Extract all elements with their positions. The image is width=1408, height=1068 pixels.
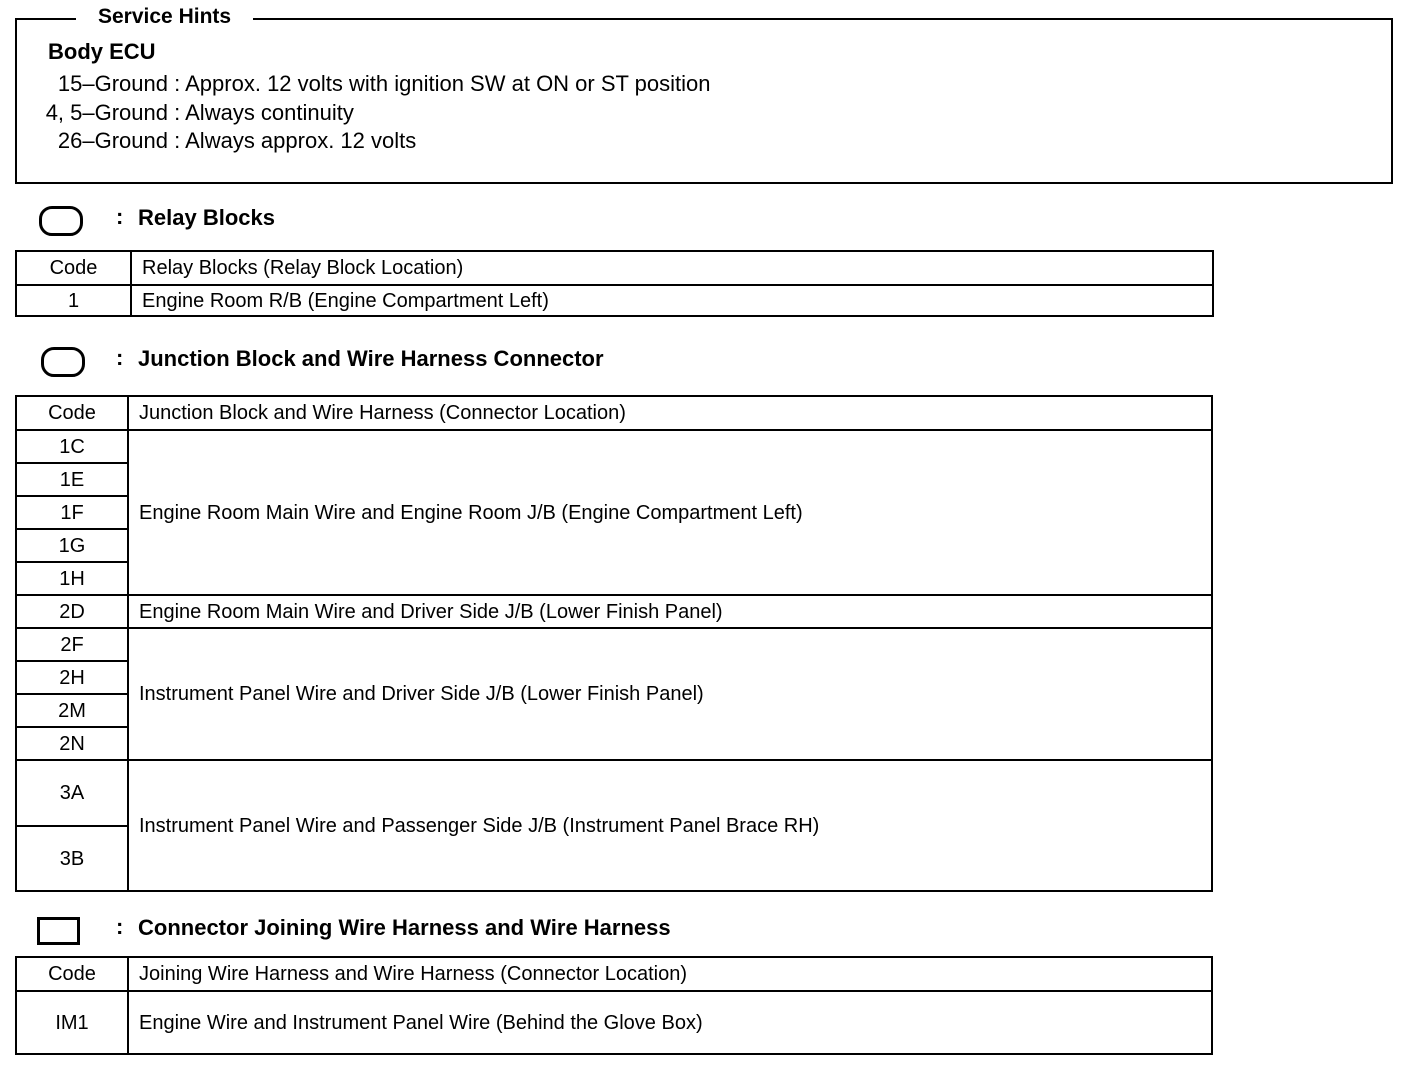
code-cell: 3B: [16, 826, 128, 891]
table-header-row: [16, 957, 1212, 991]
desc-header: Junction Block and Wire Harness (Connector Location): [128, 396, 1212, 430]
connector-symbol-icon: [37, 917, 80, 945]
code-cell: 3A: [16, 760, 128, 826]
table-header-row: [16, 251, 1213, 285]
section-colon: :: [116, 204, 124, 229]
junction-block-symbol-icon: [41, 347, 85, 377]
desc-cell: Engine Room R/B (Engine Compartment Left): [131, 285, 1213, 316]
desc-header: Relay Blocks (Relay Block Location): [131, 251, 1213, 285]
hint-text: : Approx. 12 volts with ignition SW at ON or ST position: [174, 71, 711, 96]
code-cell: 2F: [16, 628, 128, 661]
code-cell: 2M: [16, 694, 128, 727]
desc-cell: Instrument Panel Wire and Driver Side J/B (Lower Finish Panel): [128, 628, 1212, 760]
hint-line: [0, 127, 416, 155]
hint-text: : Always approx. 12 volts: [174, 128, 417, 153]
desc-cell: Engine Room Main Wire and Engine Room J/B (Engine Compartment Left): [128, 430, 1212, 595]
hint-pins: 4, 5–Ground: [45, 100, 168, 125]
hint-line: [0, 70, 711, 98]
table-header-row: [16, 396, 1212, 430]
service-hints-title: Service Hints: [76, 4, 253, 30]
table-row: [16, 595, 1212, 628]
code-header: Code: [16, 396, 128, 430]
section-colon: :: [116, 914, 124, 939]
code-cell: 1F: [16, 496, 128, 529]
desc-cell: Engine Wire and Instrument Panel Wire (Behind the Glove Box): [128, 991, 1212, 1054]
table-row: [16, 760, 1212, 826]
code-cell: 2N: [16, 727, 128, 760]
relay-blocks-table: [15, 250, 1214, 317]
relay-blocks-title: Relay Blocks: [138, 205, 275, 230]
connectors-table: [15, 956, 1213, 1055]
code-cell: 1: [16, 285, 131, 316]
table-row: [16, 285, 1213, 316]
code-cell: 2H: [16, 661, 128, 694]
code-cell: 1C: [16, 430, 128, 463]
table-row: [16, 430, 1212, 463]
desc-cell: Engine Room Main Wire and Driver Side J/B (Lower Finish Panel): [128, 595, 1212, 628]
section-colon: :: [116, 345, 124, 370]
relay-block-symbol-icon: [39, 206, 83, 236]
hint-line: [0, 99, 354, 127]
code-cell: 1E: [16, 463, 128, 496]
hint-pins: 26–Ground: [57, 128, 168, 153]
ecu-title: Body ECU: [48, 39, 156, 64]
code-cell: 1G: [16, 529, 128, 562]
connectors-title: Connector Joining Wire Harness and Wire Harness: [138, 915, 671, 940]
code-cell: 2D: [16, 595, 128, 628]
hint-text: : Always continuity: [174, 100, 354, 125]
desc-cell: Instrument Panel Wire and Passenger Side J/B (Instrument Panel Brace RH): [128, 760, 1212, 891]
table-row: [16, 991, 1212, 1054]
code-cell: IM1: [16, 991, 128, 1054]
desc-header: Joining Wire Harness and Wire Harness (Connector Location): [128, 957, 1212, 991]
hint-pins: 15–Ground: [57, 71, 168, 96]
junction-blocks-title: Junction Block and Wire Harness Connector: [138, 346, 604, 371]
code-header: Code: [16, 251, 131, 285]
junction-blocks-table: [15, 395, 1213, 892]
code-header: Code: [16, 957, 128, 991]
code-cell: 1H: [16, 562, 128, 595]
table-row: [16, 628, 1212, 661]
